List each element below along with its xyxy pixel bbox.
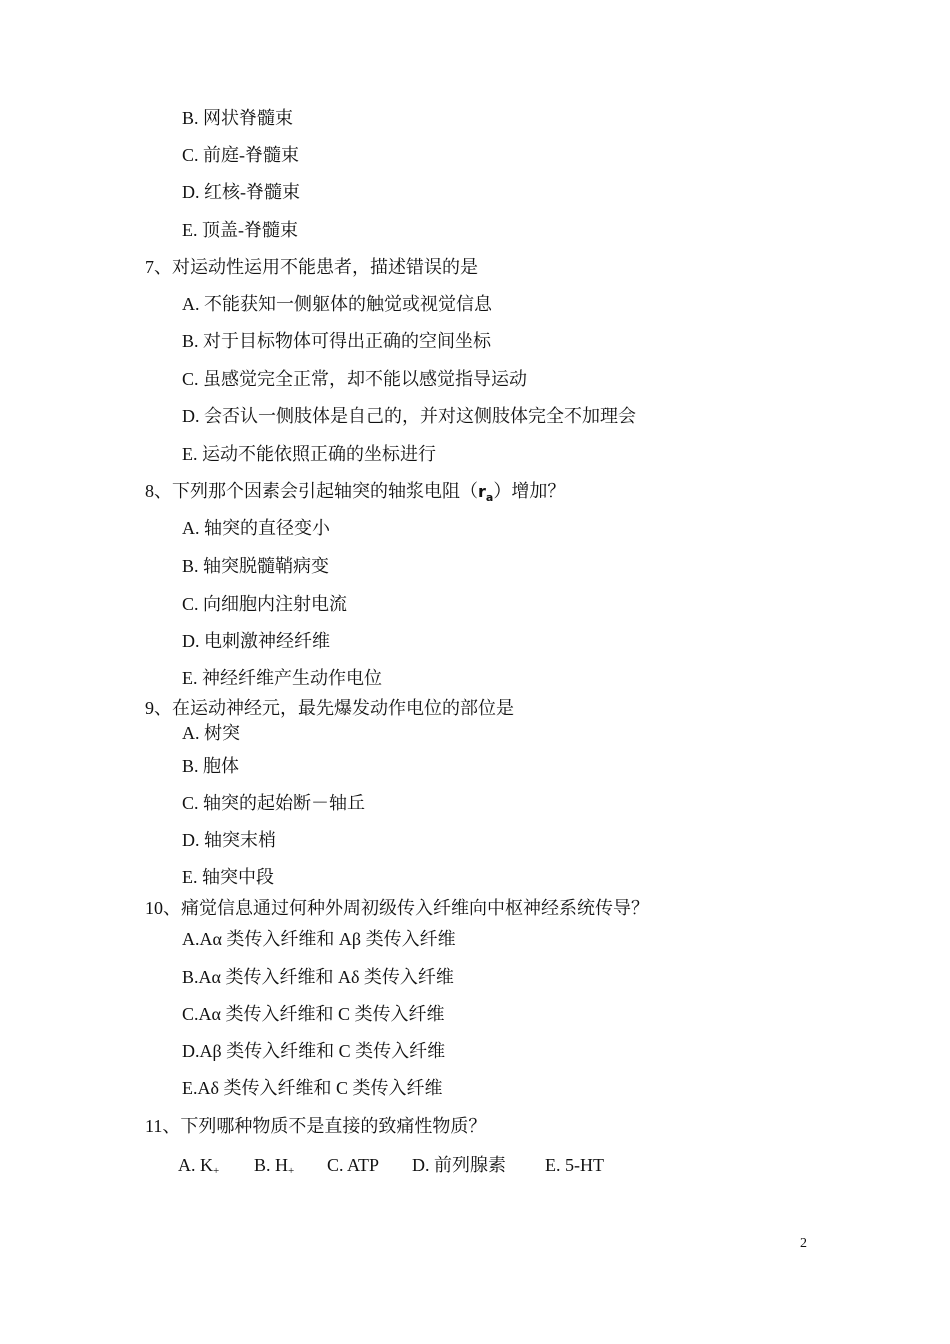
q11-option-e: E. 5-HT [545, 1155, 604, 1175]
q7-stem: 7、对运动性运用不能患者，描述错误的是 [145, 257, 478, 277]
q9-option-a: A. 树突 [182, 723, 240, 743]
q8-option-a: A. 轴突的直径变小 [182, 518, 330, 538]
q11-option-c: C. ATP [327, 1155, 380, 1175]
q9-option-d: D. 轴突末梢 [182, 830, 276, 850]
q7-option-d: D. 会否认一侧肢体是自己的，并对这侧肢体完全不加理会 [182, 406, 636, 426]
q8-option-d: D. 电刺激神经纤维 [182, 631, 330, 651]
q8-option-c: C. 向细胞内注射电流 [182, 594, 348, 614]
q6-option-d: D. 红核-脊髓束 [182, 182, 300, 202]
q9-option-c: C. 轴突的起始断－轴丘 [182, 793, 366, 813]
q10-option-a: A.Aα 类传入纤维和 Aβ 类传入纤维 [182, 929, 456, 949]
q10-option-b: B.Aα 类传入纤维和 Aδ 类传入纤维 [182, 967, 454, 987]
page-number: 2 [800, 1236, 807, 1251]
q9-option-b: B. 胞体 [182, 756, 240, 776]
q8-option-e: E. 神经纤维产生动作电位 [182, 668, 382, 688]
q10-option-c: C.Aα 类传入纤维和 C 类传入纤维 [182, 1004, 445, 1024]
q6-option-e: E. 顶盖-脊髓束 [182, 220, 298, 240]
q6-option-b: B. 网状脊髓束 [182, 108, 294, 128]
q8-stem: 8、下列那个因素会引起轴突的轴浆电阻$(r_a)$增加？ [145, 481, 566, 505]
q7-option-b: B. 对于目标物体可得出正确的空间坐标 [182, 331, 492, 351]
q7-option-c: C. 虽感觉完全正常，却不能以感觉指导运动 [182, 369, 528, 389]
q10-stem: 10、痛觉信息通过何种外周初级传入纤维向中枢神经系统传导？ [145, 898, 649, 918]
q11-stem: 11、下列哪种物质不是直接的致痛性物质？ [145, 1116, 487, 1136]
q11-option-d: D. 前列腺素 [412, 1155, 506, 1175]
q11-option-b: B. $H_+$ [254, 1155, 295, 1177]
q11-option-a: A. $K_+$ [178, 1155, 220, 1177]
q10-option-e: E.Aδ 类传入纤维和 C 类传入纤维 [182, 1078, 443, 1098]
q7-option-e: E. 运动不能依照正确的坐标进行 [182, 444, 436, 464]
q10-option-d: D.Aβ 类传入纤维和 C 类传入纤维 [182, 1041, 446, 1061]
q8-option-b: B. 轴突脱髓鞘病变 [182, 556, 330, 576]
axial-resistance-symbol: $r_a$ [478, 482, 494, 505]
q9-stem: 9、在运动神经元，最先爆发动作电位的部位是 [145, 698, 514, 718]
q7-option-a: A. 不能获知一侧躯体的触觉或视觉信息 [182, 294, 492, 314]
q9-option-e: E. 轴突中段 [182, 867, 274, 887]
q6-option-c: C. 前庭-脊髓束 [182, 145, 300, 165]
q11-options-row [178, 1154, 604, 1182]
